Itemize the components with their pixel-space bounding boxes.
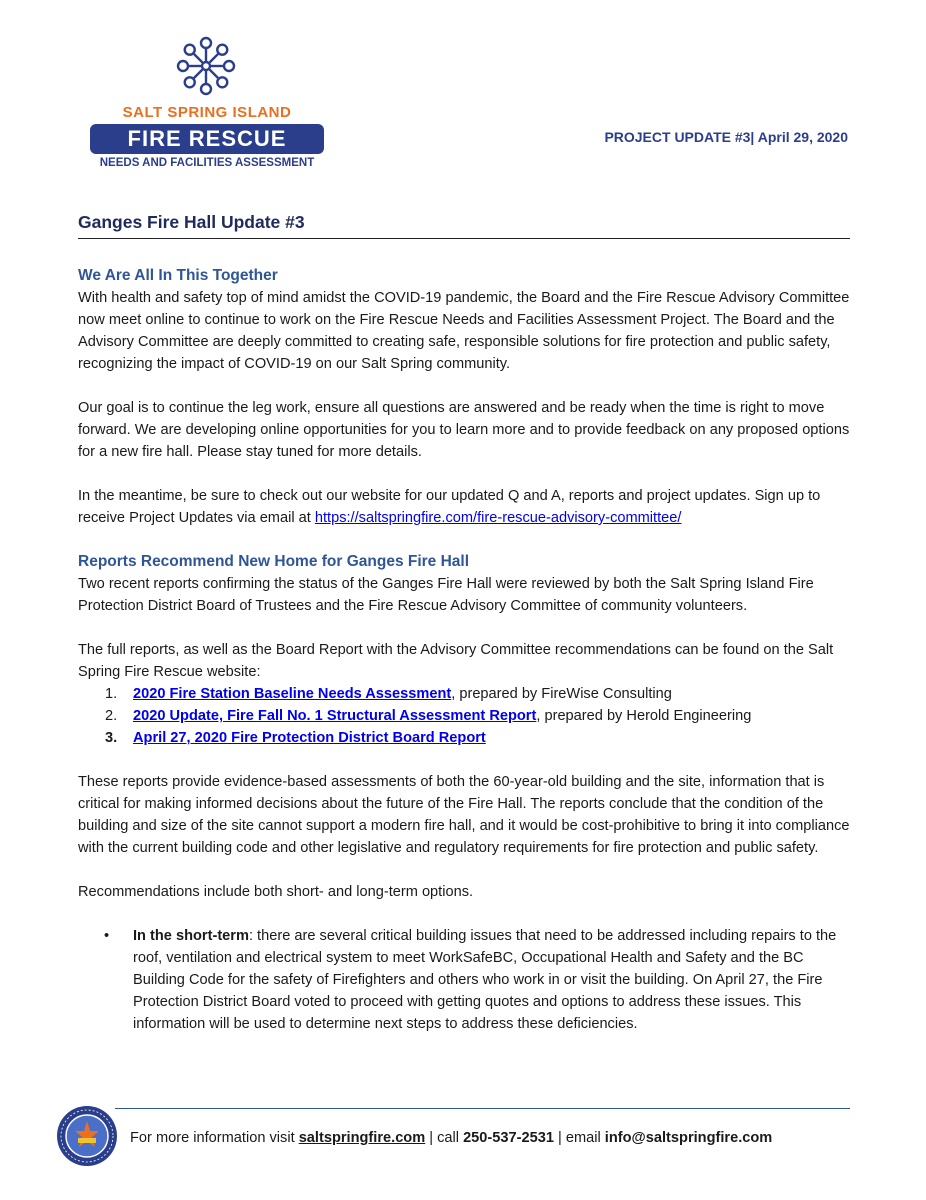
bullet-item [78, 925, 853, 1035]
footer-phone: 250-537-2531 [463, 1130, 554, 1146]
paragraph: Two recent reports confirming the status of the Ganges Fire Hall were reviewed by both the Salt Spring Island Fire Protection District Board of Trustees and the Fire Rescue Advisory Committee of community volunteers. [78, 576, 814, 614]
report-link-structural[interactable]: 2020 Update, Fire Fall No. 1 Structural Assessment Report [133, 708, 537, 724]
report-link-baseline-needs[interactable]: 2020 Fire Station Baseline Needs Assessment [133, 686, 452, 702]
logo-line-1: SALT SPRING ISLAND [122, 104, 292, 121]
section-heading-reports: Reports Recommend New Home for Ganges Fire Hall [78, 553, 470, 570]
footer-prefix: For more information visit [130, 1130, 299, 1146]
reports-list [78, 683, 853, 749]
bullet-dot: • [104, 928, 110, 944]
footer-divider [115, 1108, 850, 1109]
paragraph: Our goal is to continue the leg work, ensure all questions are answered and be ready when the time is right to move forward. We are developing online opportunities for you to learn more and to provide feedback on any proposed options for a new fire hall. Please stay tuned for more details. [78, 400, 850, 460]
fire-rescue-badge-icon [56, 1105, 118, 1167]
advisory-committee-link[interactable]: https://saltspringfire.com/fire-rescue-advisory-committee/ [314, 510, 682, 526]
list-item [78, 683, 853, 705]
list-number: 3. [105, 730, 118, 746]
footer-email[interactable]: info@saltspringfire.com [604, 1130, 773, 1146]
snowflake-logo-icon [176, 34, 236, 98]
logo-line-3: NEEDS AND FACILITIES ASSESSMENT [99, 157, 315, 169]
paragraph-text: In the meantime, be sure to check out our website for our updated Q and A, reports and project updates. Sign up to receive Project Updates via email at [78, 488, 821, 526]
list-number: 2. [105, 708, 118, 724]
list-item [78, 727, 853, 749]
logo [88, 34, 328, 174]
bullet-lead: In the short-term [133, 928, 249, 944]
document-title: Ganges Fire Hall Update #3 [78, 212, 850, 239]
project-update-label: PROJECT UPDATE #3| April 29, 2020 [604, 129, 848, 145]
paragraph: The full reports, as well as the Board Report with the Advisory Committee recommendations can be found on the Salt Spring Fire Rescue website: [78, 642, 834, 680]
list-number: 1. [105, 686, 118, 702]
paragraph: Recommendations include both short- and long-term options. [78, 884, 474, 900]
bullet-text: : there are several critical building issues that need to be addressed including repairs to the roof, ventilation and electrical system to meet WorkSafeBC, Occupational Health and Safety and the BC Building Code for the safety of Firefighters and others who work in or visit the building. On April 27, the Fire Protection District Board voted to proceed with getting quotes and options to address these issues. This information will be used to determine next steps to address these deficiencies. [133, 928, 837, 1032]
report-suffix: , prepared by Herold Engineering [536, 708, 752, 724]
section-heading-together: We Are All In This Together [78, 267, 278, 284]
logo-banner: FIRE RESCUE [90, 124, 324, 154]
document-body [78, 265, 853, 1035]
paragraph: These reports provide evidence-based assessments of both the 60-year-old building and the site, information that is critical for making informed decisions about the future of the Fire Hall. The reports conclude that the condition of the building and size of the site cannot support a modern fire hall, and it would be cost-prohibitive to bring it into compliance with the current building code and other legislative and regulatory requirements for fire protection and public safety. [78, 774, 850, 856]
list-item [78, 705, 853, 727]
footer-website-link[interactable]: saltspringfire.com [298, 1130, 426, 1146]
footer-contact [130, 1130, 772, 1146]
footer-sep: | email [553, 1130, 605, 1146]
paragraph: With health and safety top of mind amidst the COVID-19 pandemic, the Board and the Fire Rescue Advisory Committee now meet online to continue to work on the Fire Rescue Needs and Facilities Assessment Project. The Board and the Advisory Committee are deeply committed to creating safe, responsible solutions for fire protection and public safety, recognizing the impact of COVID-19 on our Salt Spring community. [78, 290, 850, 372]
paragraph [78, 485, 853, 529]
report-link-board-report[interactable]: April 27, 2020 Fire Protection District Board Report [133, 730, 486, 746]
report-suffix: , prepared by FireWise Consulting [451, 686, 672, 702]
footer-sep: | call [425, 1130, 464, 1146]
